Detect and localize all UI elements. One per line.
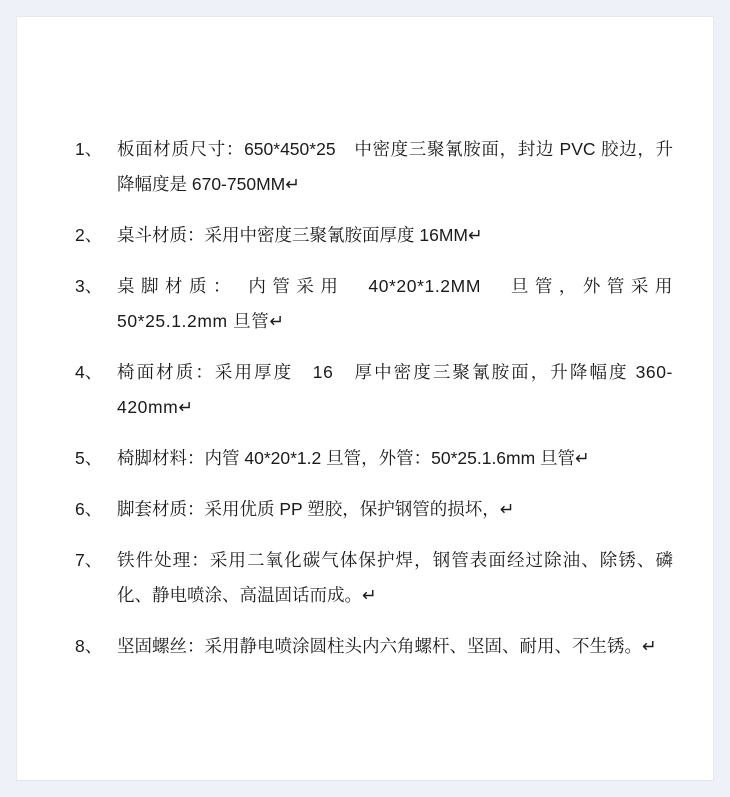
list-item-number: 3、: [75, 276, 103, 296]
list-item: [57, 543, 673, 613]
document-sheet: [17, 17, 713, 780]
list-item-text: 脚套材质：采用优质 PP 塑胶，保护钢管的损坏，↵: [117, 499, 515, 519]
list-item: [57, 218, 673, 253]
list-item: [57, 492, 673, 527]
list-item: [57, 269, 673, 339]
list-item-number: 4、: [75, 362, 103, 382]
list-item-number: 6、: [75, 499, 103, 519]
list-item-text: 坚固螺丝：采用静电喷涂圆柱头内六角螺杆、坚固、耐用、不生锈。↵: [117, 636, 657, 656]
list-item-number: 7、: [75, 550, 103, 570]
list-item-text: 椅脚材料：内管 40*20*1.2 旦管，外管：50*25.1.6mm 旦管↵: [117, 448, 590, 468]
spec-list: [57, 132, 673, 680]
list-item-number: 5、: [75, 448, 103, 468]
list-item: [57, 132, 673, 202]
list-item-number: 8、: [75, 636, 103, 656]
list-item-text: 铁件处理：采用二氧化碳气体保护焊，钢管表面经过除油、除锈、磷化、静电喷涂、高温固话而成。↵: [117, 550, 673, 605]
list-item-number: 1、: [75, 139, 103, 159]
list-item: [57, 355, 673, 425]
list-item-text: 桌脚材质： 内管采用 40*20*1.2MM 旦管，外管采用 50*25.1.2mm 旦管↵: [117, 276, 673, 331]
list-item-text: 椅面材质：采用厚度 16 厚中密度三聚氰胺面，升降幅度 360-420mm↵: [117, 362, 673, 417]
list-item-number: 2、: [75, 225, 103, 245]
list-item: [57, 441, 673, 476]
list-item-text: 桌斗材质：采用中密度三聚氰胺面厚度 16MM↵: [117, 225, 483, 245]
list-item-text: 板面材质尺寸：650*450*25 中密度三聚氰胺面，封边 PVC 胶边，升降幅度是 670-750MM↵: [117, 139, 673, 194]
list-item: [57, 629, 673, 664]
